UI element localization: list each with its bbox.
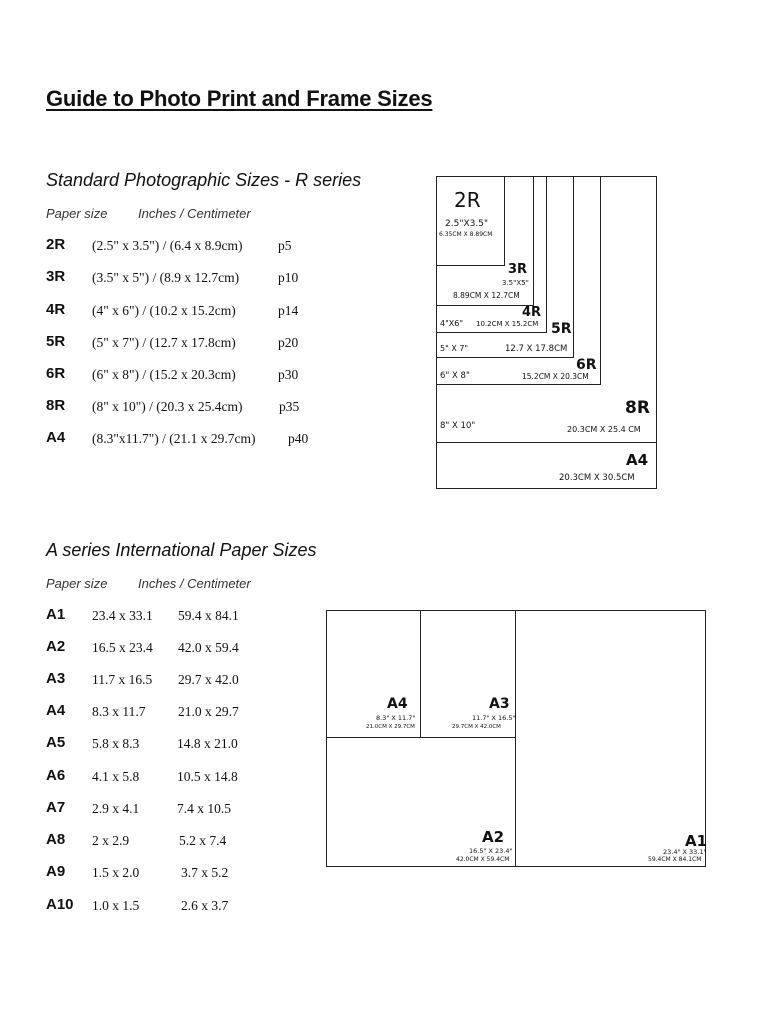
5r-name: 5R — [551, 321, 572, 337]
size-inches: 4.1 x 5.8 — [92, 769, 140, 784]
6r-name: 6R — [576, 357, 597, 373]
a4-name: A4 — [626, 451, 649, 469]
size-label: A10 — [46, 896, 74, 913]
a-series-column-headers — [46, 576, 251, 591]
r-series-size-diagram — [436, 176, 657, 489]
size-dimensions: (8.3"x11.7") / (21.1 x 29.7cm) — [92, 431, 256, 446]
a4-inches: 8.3" X 11.7" — [376, 714, 416, 722]
8r-cm: 20.3CM X 25.4 CM — [567, 425, 641, 434]
dimensions-header: Inches / Centimeter — [138, 576, 251, 591]
size-cm: 59.4 x 84.1 — [178, 608, 239, 623]
size-price: p14 — [278, 303, 299, 318]
4r-cm: 10.2CM X 15.2CM — [476, 320, 539, 328]
4r-inches: 4"X6" — [440, 319, 464, 328]
a3-inches: 11.7" X 16.5" — [472, 714, 516, 722]
2r-cm: 6.35CM X 8.89CM — [439, 231, 493, 238]
page-title: Guide to Photo Print and Frame Sizes — [46, 86, 433, 111]
size-dimensions: (2.5" x 3.5") / (6.4 x 8.9cm) — [92, 238, 243, 253]
8r-inches: 8" X 10" — [440, 421, 476, 431]
size-cm: 3.7 x 5.2 — [181, 865, 229, 880]
paper-size-header: Paper size — [46, 206, 108, 221]
size-label: A4 — [46, 702, 66, 719]
size-price: p20 — [278, 335, 299, 350]
size-cm: 14.8 x 21.0 — [177, 736, 238, 751]
a2-inches: 16.5" X 23.4" — [469, 847, 513, 855]
a3-cm: 29.7CM X 42.0CM — [452, 724, 501, 730]
size-cm: 21.0 x 29.7 — [178, 704, 239, 719]
size-inches: 5.8 x 8.3 — [92, 736, 140, 751]
a4-name: A4 — [387, 696, 408, 712]
8r-name: 8R — [625, 398, 650, 418]
size-inches: 8.3 x 11.7 — [92, 704, 146, 719]
a-series-heading: A series International Paper Sizes — [46, 540, 317, 560]
a1-inches: 23.4" X 33.1" — [663, 848, 707, 856]
size-cm: 5.2 x 7.4 — [179, 833, 227, 848]
size-label: A7 — [46, 799, 66, 816]
3r-inches: 3.5"X5" — [502, 279, 529, 287]
size-price: p5 — [278, 238, 292, 253]
size-label: 5R — [46, 333, 66, 350]
size-price: p10 — [278, 270, 299, 285]
size-label: A2 — [46, 638, 66, 655]
size-label: A8 — [46, 831, 66, 848]
size-inches: 2.9 x 4.1 — [92, 801, 140, 816]
a1-cm: 59.4CM X 84.1CM — [648, 856, 702, 863]
2r-inches: 2.5"X3.5" — [445, 219, 489, 229]
5r-inches: 5" X 7" — [440, 344, 469, 353]
size-inches: 11.7 x 16.5 — [92, 672, 153, 687]
3r-name: 3R — [508, 262, 528, 277]
size-dimensions: (4" x 6") / (10.2 x 15.2cm) — [92, 303, 236, 318]
dimensions-header: Inches / Centimeter — [138, 206, 251, 221]
paper-size-header: Paper size — [46, 576, 108, 591]
size-cm: 7.4 x 10.5 — [177, 801, 231, 816]
size-label: A3 — [46, 670, 66, 687]
size-dimensions: (3.5" x 5") / (8.9 x 12.7cm) — [92, 270, 240, 285]
size-price: p40 — [288, 431, 309, 446]
a1-name: A1 — [685, 832, 708, 850]
4r-name: 4R — [522, 305, 542, 320]
r-series-heading: Standard Photographic Sizes - R series — [46, 170, 362, 190]
size-label: 3R — [46, 268, 66, 285]
size-label: 6R — [46, 365, 66, 382]
size-cm: 2.6 x 3.7 — [181, 898, 229, 913]
size-inches: 16.5 x 23.4 — [92, 640, 153, 655]
a2-name: A2 — [482, 828, 505, 846]
6r-cm: 15.2CM X 20.3CM — [522, 372, 589, 381]
size-label: A4 — [46, 429, 66, 446]
size-cm: 10.5 x 14.8 — [177, 769, 238, 784]
size-price: p35 — [279, 399, 300, 414]
size-label: A1 — [46, 606, 66, 623]
size-inches: 23.4 x 33.1 — [92, 608, 153, 623]
a4-cm: 20.3CM X 30.5CM — [559, 473, 635, 483]
a-series-size-diagram — [326, 610, 706, 867]
a2-cm: 42.0CM X 59.4CM — [456, 856, 510, 863]
size-inches: 1.0 x 1.5 — [92, 898, 140, 913]
2r-name: 2R — [454, 188, 481, 212]
size-dimensions: (8" x 10") / (20.3 x 25.4cm) — [92, 399, 243, 414]
r-series-column-headers — [46, 206, 251, 221]
size-label: 2R — [46, 236, 66, 253]
size-label: 8R — [46, 397, 66, 414]
size-label: A9 — [46, 863, 66, 880]
size-dimensions: (5" x 7") / (12.7 x 17.8cm) — [92, 335, 236, 350]
size-price: p30 — [278, 367, 299, 382]
size-cm: 29.7 x 42.0 — [178, 672, 239, 687]
size-label: 4R — [46, 301, 66, 318]
size-dimensions: (6" x 8") / (15.2 x 20.3cm) — [92, 367, 236, 382]
size-inches: 2 x 2.9 — [92, 833, 130, 848]
6r-inches: 6" X 8" — [440, 371, 470, 381]
size-inches: 1.5 x 2.0 — [92, 865, 140, 880]
a4-cm: 21.0CM X 29.7CM — [366, 724, 415, 730]
a3-name: A3 — [489, 696, 510, 712]
size-label: A5 — [46, 734, 66, 751]
3r-cm: 8.89CM X 12.7CM — [453, 291, 520, 300]
size-cm: 42.0 x 59.4 — [178, 640, 239, 655]
size-label: A6 — [46, 767, 66, 784]
5r-cm: 12.7 X 17.8CM — [505, 344, 568, 354]
